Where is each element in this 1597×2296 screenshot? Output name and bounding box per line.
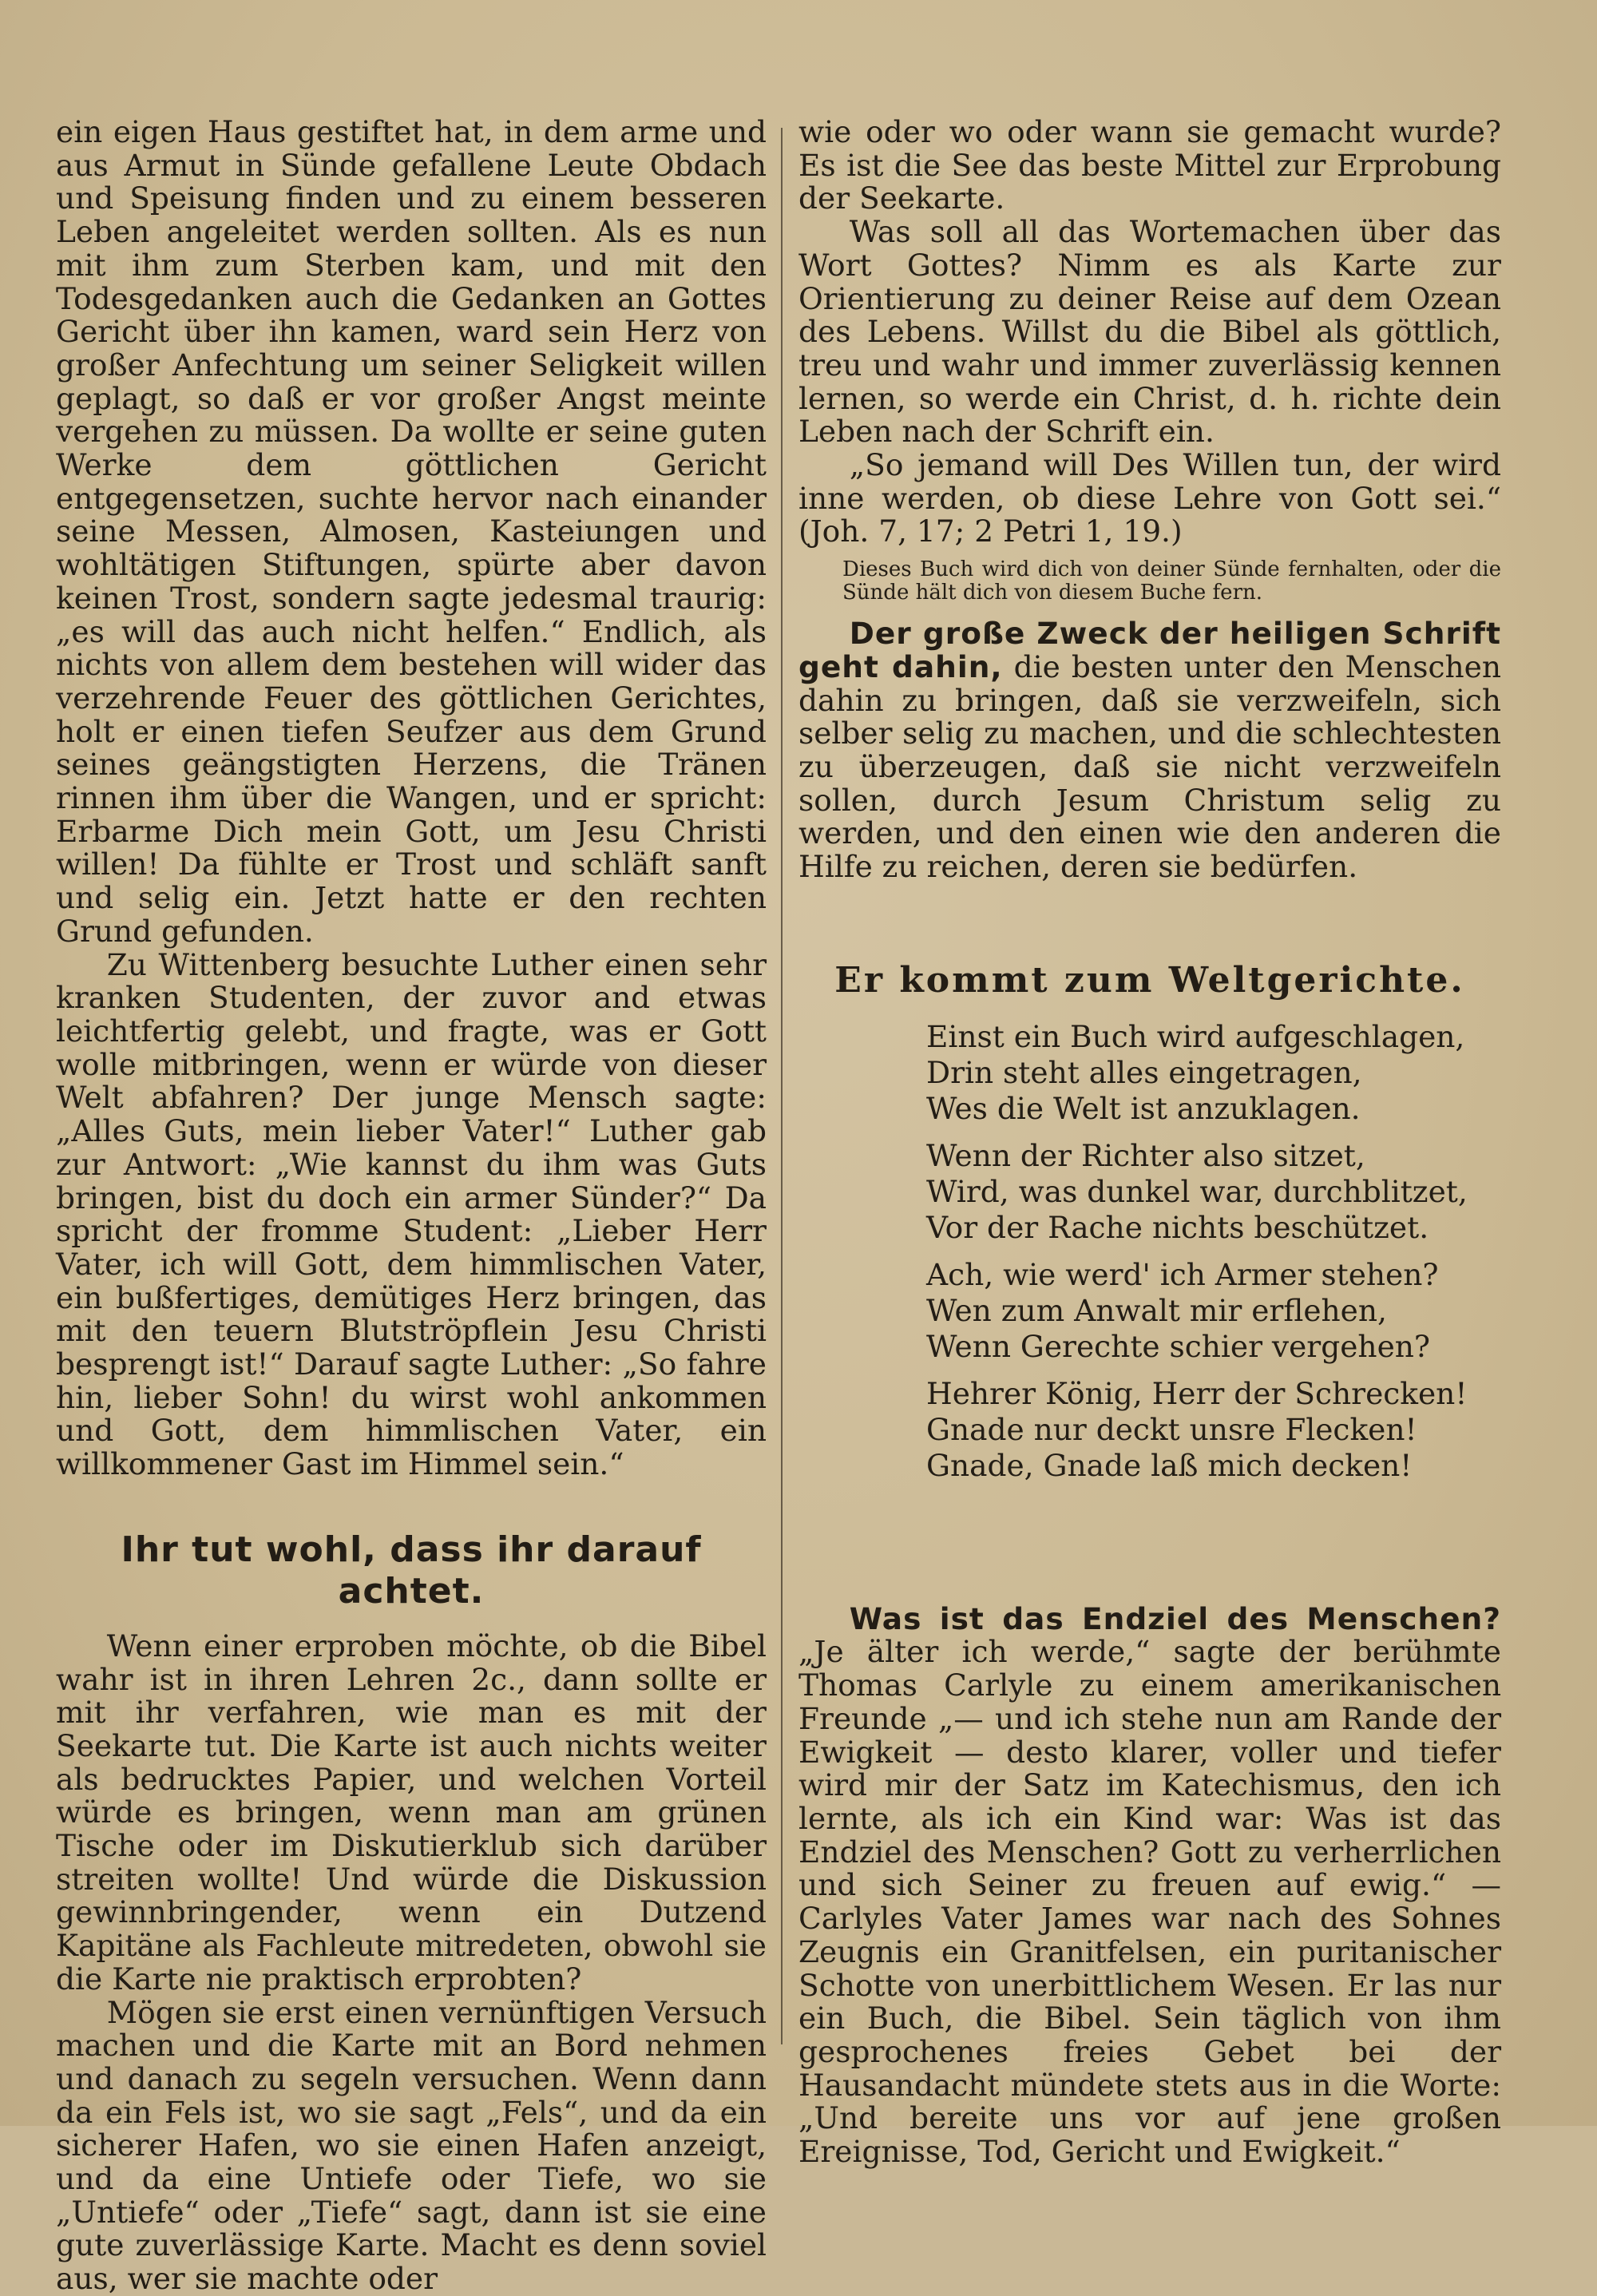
poem-line: Drin steht alles eingetragen, [926,1054,1362,1090]
column-divider [781,128,783,2044]
small-print-note: Dieses Buch wird dich von deiner Sünde fernhalten, oder die Sünde hält dich von diesem Buche fern. [842,557,1501,605]
poem-stanza [926,1138,1501,1246]
right-column [798,116,1501,2169]
poem-line: Hehrer König, Herr der Schrecken! [926,1375,1468,1411]
poem-line: Wird, was dunkel war, durchblitzet, [926,1173,1468,1209]
poem-line: Wen zum Anwalt mir erflehen, [926,1292,1387,1328]
paragraph-wortemachen: Was soll all das Wortemachen über das Wort Gottes? Nimm es als Karte zur Orientierung zu deiner Reise auf dem Ozean des Lebens. Willst du die Bibel als göttlich, treu und wahr und immer zuverlässig kennen lernen, so werde ein Christ, d. h. richte dein Leben nach der Schrift ein. [798,214,1501,450]
poem-line: Wenn der Richter also sitzet, [926,1137,1365,1173]
paragraph-zweck [798,617,1501,884]
poem-line: Einst ein Buch wird aufgeschlagen, [926,1018,1465,1054]
poem-line: Vor der Rache nichts beschützet. [926,1209,1429,1245]
poem-title: Er kommt zum Weltgerichte. [834,959,1465,1001]
article-heading-achtet: Ihr tut wohl, dass ihr darauf achtet. [121,1529,702,1612]
poem-stanza [926,1376,1501,1484]
poem [798,1019,1501,1484]
left-column [56,116,767,2296]
poem-line: Wenn Gerechte schier vergehen? [926,1328,1431,1364]
paragraph-zweck-text: die besten unter den Menschen dahin zu bringen, daß sie verzweifeln, sich selber selig zu machen, und die schlechtesten zu überzeugen, daß sie nicht verzweifeln sollen, durch Jesum Christum selig zu werden, und den einen wie den anderen die Hilfe zu reichen, deren sie bedürfen. [798,648,1501,885]
poem-stanza [926,1257,1501,1365]
paragraph-see-erprobung: wie oder wo oder wann sie gemacht wurde? Es ist die See das beste Mittel zur Erprobung der Seekarte. [798,114,1501,216]
paragraph-luther-intro: ein eigen Haus gestiftet hat, in dem arme und aus Armut in Sünde gefallene Leute Obdach und Speisung finden und zu einem besseren Leben angeleitet werden sollten. Als es nun mit ihm zum Sterben kam, und mit den Todesgedanken auch die Gedanken an Gottes Gericht über ihn kamen, ward sein Herz von großer Anfechtung um seiner Seligkeit willen geplagt, so daß er vor großer Angst meinte vergehen zu müssen. Da wollte er seine guten Werke dem göttlichen Gericht entgegensetzen, suchte hervor nach einander seine Messen, Almosen, Kasteiungen und wohltätigen Stiftungen, spürte aber davon keinen Trost, sondern sagte jedesmal traurig: „es will das auch nicht helfen.“ Endlich, als nichts von allem dem bestehen will wider das verzehrende Feuer des göttlichen Gerichtes, holt er einen tiefen Seufzer aus dem Grund seines geängstigten Herzens, die Tränen rinnen ihm über die Wangen, und er spricht: Erbarme Dich mein Gott, um Jesu Christi willen! Da fühlte er Trost und schläft sanft und selig ein. Jetzt hatte er den rechten Grund gefunden. [56,114,767,949]
runin-heading-zweck: Der große Zweck der heiligen Schrift geht dahin, [798,616,1501,684]
paragraph-endziel [798,1600,1501,2170]
paragraph-seekarte: Wenn einer erproben möchte, ob die Bibel wahr ist in ihren Lehren 2c., dann sollte er mit ihr verfahren, wie man es mit der Seekarte tut. Die Karte ist auch nichts weiter als bedrucktes Papier, und welchen Vorteil würde es bringen, wenn man am grünen Tische oder im Diskutierklub sich darüber streiten wollte! Und würde die Diskussion gewinnbringender, wenn ein Dutzend Kapitäne als Fachleute mitredeten, obwohl sie die Karte nie praktisch erprobten? [56,1628,767,1997]
paragraph-versuch: Mögen sie erst einen vernünftigen Versuch machen und die Karte mit an Bord nehmen und danach zu segeln versuchen. Wenn dann da ein Fels ist, wo sie sagt „Fels“, und da ein sicherer Hafen, wo sie einen Hafen anzeigt, und da eine Untiefe oder Tiefe, wo sie „Untiefe“ oder „Tiefe“ sagt, dann ist sie eine gute zuverlässige Karte. Macht es denn soviel aus, wer sie machte oder [56,1994,767,2296]
poem-line: Wes die Welt ist anzuklagen. [926,1090,1361,1126]
poem-stanza [926,1019,1501,1127]
paragraph-bible-quote: „So jemand will Des Willen tun, der wird inne werden, ob diese Lehre von Gott sei.“ (Joh. 7, 17; 2 Petri 1, 19.) [798,447,1501,549]
runin-heading-endziel: Was ist das Endziel des Menschen? [849,1600,1501,1636]
poem-line: Gnade, Gnade laß mich decken! [926,1447,1413,1483]
paragraph-endziel-text: „Je älter ich werde,“ sagte der berühmte Thomas Carlyle zu einem amerikanischen Freunde „— und ich stehe nun am Rande der Ewigkeit — desto klarer, voller und tiefer wird mir der Satz im Katechismus, den ich lernte, als ich ein Kind war: Was ist das Endziel des Menschen? Gott zu verherrlichen und sich Seiner zu freuen auf ewig.“ — Carlyles Vater James war nach des Sohnes Zeugnis ein Granitfelsen, ein puritanischer Schotte von unerbittlichem Wesen. Er las nur ein Buch, die Bibel. Sein täglich von ihm gesprochenes freies Gebet bei der Hausandacht mündete stets aus in die Worte: „Und bereite uns vor auf jene großen Ereignisse, Tod, Gericht und Ewigkeit.“ [798,1634,1501,2170]
paragraph-wittenberg-student: Zu Wittenberg besuchte Luther einen sehr kranken Studenten, der zuvor and etwas leichtfertig gelebt, und fragte, was er Gott wolle mitbringen, wenn er würde von dieser Welt abfahren? Der junge Mensch sagte: „Alles Guts, mein lieber Vater!“ Luther gab zur Antwort: „Wie kannst du ihm was Guts bringen, bist du doch ein armer Sünder?“ Da spricht der fromme Student: „Lieber Herr Vater, ich will Gott, dem himmlischen Vater, ein bußfertiges, demütiges Herz bringen, das mit den teuern Blutströpflein Jesu Christi besprengt ist!“ Darauf sagte Luther: „So fahre hin, lieber Sohn! du wirst wohl ankommen und Gott, dem himmlischen Vater, ein willkommener Gast im Himmel sein.“ [56,946,767,1482]
poem-line: Ach, wie werd' ich Armer stehen? [926,1256,1439,1292]
poem-line: Gnade nur deckt unsre Flecken! [926,1411,1417,1447]
